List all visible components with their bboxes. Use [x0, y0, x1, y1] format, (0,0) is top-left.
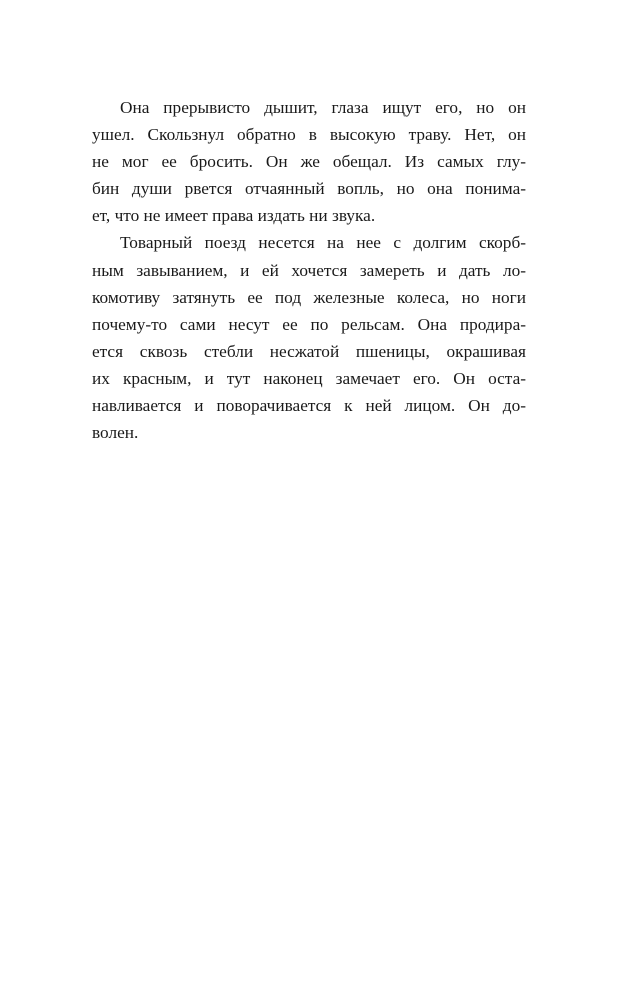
text-line: их красным, и тут наконец замечает его. Он оста- [92, 368, 526, 388]
text-line: Она прерывисто дышит, глаза ищут его, но он [120, 98, 526, 117]
paragraph-2 [92, 229, 526, 446]
paragraph-1 [92, 94, 526, 229]
text-line: ным завыванием, и ей хочется замереть и дать ло- [92, 260, 526, 280]
body-text [92, 94, 526, 446]
text-line: не мог ее бросить. Он же обещал. Из самых глу- [92, 152, 526, 172]
text-line: волен. [92, 423, 139, 443]
text-line: навливается и поворачивается к ней лицом. Он до- [92, 396, 526, 416]
text-line: бин души рвется отчаянный вопль, но она понима- [92, 179, 526, 199]
text-line: комотиву затянуть ее под железные колеса, но ноги [92, 287, 526, 307]
text-line: Товарный поезд несется на нее с долгим скорб- [120, 233, 526, 253]
text-line: ушел. Скользнул обратно в высокую траву. Нет, он [92, 125, 526, 145]
text-line: ется сквозь стебли несжатой пшеницы, окрашивая [92, 341, 526, 361]
text-line: ет, что не имеет права издать ни звука. [92, 206, 376, 226]
text-line: почему-то сами несут ее по рельсам. Она продира- [92, 314, 526, 334]
